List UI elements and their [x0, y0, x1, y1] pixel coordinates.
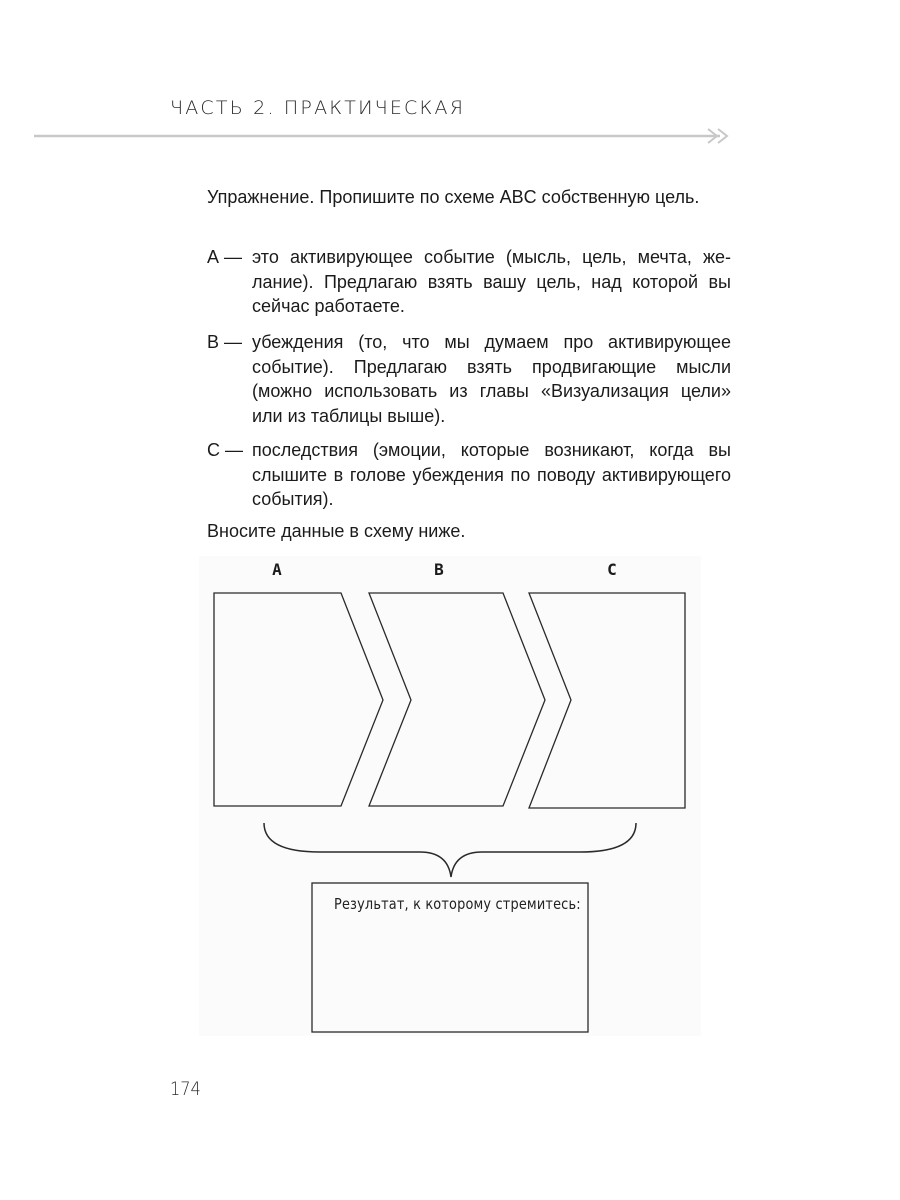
- column-label-a: A: [272, 560, 282, 579]
- item-b-letter: В —: [207, 332, 243, 352]
- box-a: [214, 593, 383, 806]
- box-b: [369, 593, 545, 806]
- item-a-letter: А —: [207, 247, 243, 267]
- column-label-c: C: [607, 560, 617, 579]
- item-c-letter: С —: [207, 440, 243, 460]
- exercise-outro: Вносите данные в схему ниже.: [207, 521, 466, 541]
- result-label: Результат, к которому стремитесь:: [334, 895, 581, 913]
- page-header-title: ЧАСТЬ 2. ПРАКТИЧЕСКАЯ: [170, 97, 466, 119]
- item-c-text: последствия (эмоции, которые возникают, когда вы слышите в голове убеждения по поводу активирующего события).: [252, 440, 731, 509]
- column-label-b: B: [434, 560, 444, 579]
- item-a-text: это активирующее событие (мысль, цель, мечта, желание). Предлагаю взять вашу цель, над которой вы сейчас работаете.: [252, 247, 731, 316]
- curly-brace: [264, 823, 636, 877]
- page-number: 174: [170, 1078, 201, 1100]
- box-c: [529, 593, 685, 808]
- item-b-text: убеждения (то, что мы думаем про активирующее событие). Предлагаю взять продвигающие мысли (можно использовать из главы «Визуализация цели» или из таблицы выше).: [252, 332, 731, 426]
- exercise-intro: Упражнение. Пропишите по схеме ABC собственную цель.: [207, 187, 700, 207]
